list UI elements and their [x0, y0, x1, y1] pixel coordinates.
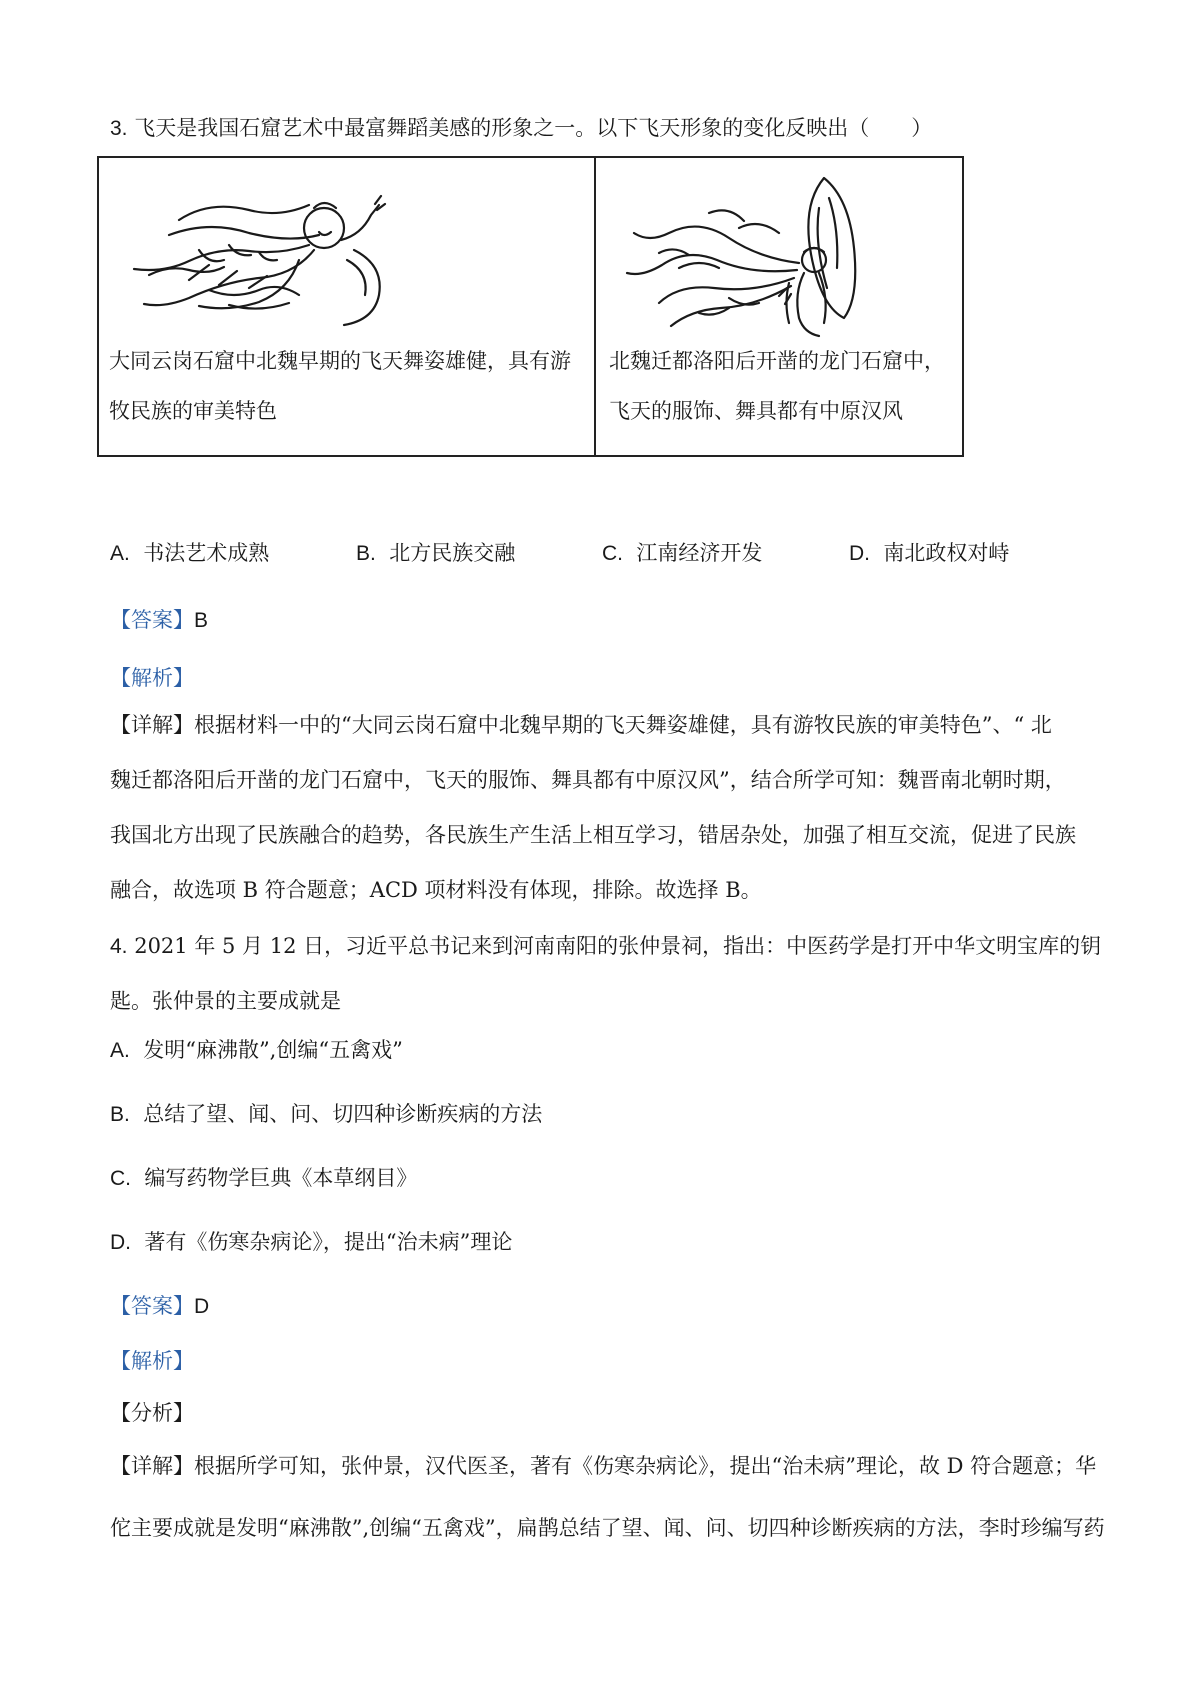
q4-stem-line2: 匙。张仲景的主要成就是	[110, 989, 341, 1013]
left-caption-line2: 牧民族的审美特色	[109, 399, 277, 423]
q4-stem-line1: 4. 2021 年 5 月 12 日，习近平总书记来到河南南阳的张仲景祠，指出：中医药学是打开中华文明宝库的钥	[110, 934, 1102, 958]
q4-answer-label: 【答案】	[110, 1294, 194, 1318]
q3-answer-value: B	[194, 609, 209, 632]
q4-answer	[110, 1290, 209, 1320]
q3-detail-line2: 魏迁都洛阳后开凿的龙门石窟中，飞天的服饰、舞具都有中原汉风”，结合所学可知：魏晋南北朝时期，	[110, 768, 1066, 792]
q3-answer-label: 【答案】	[110, 608, 194, 632]
feitian-yungang-illustration	[119, 180, 419, 330]
left-caption	[109, 336, 571, 436]
q3-option-c[interactable]: C. 江南经济开发	[602, 541, 763, 565]
table-divider	[594, 158, 596, 455]
right-caption-line2: 飞天的服饰、舞具都有中原汉风	[609, 399, 903, 423]
q4-detail-line2: 佗主要成就是发明“麻沸散”,创编“五禽戏”，扁鹊总结了望、闻、问、切四种诊断疾病的方法，李时珍编写药	[110, 1516, 1105, 1540]
right-caption-line1: 北魏迁都洛阳后开凿的龙门石窟中，	[609, 349, 945, 373]
q3-answer	[110, 604, 208, 634]
q3-detail-line1: 【详解】根据材料一中的“大同云岗石窟中北魏早期的飞天舞姿雄健，具有游牧民族的审美特色”、“ 北	[110, 713, 1052, 737]
right-caption	[609, 336, 945, 436]
q3-analysis-label: 【解析】	[110, 666, 194, 690]
q4-number: 4.	[110, 935, 128, 958]
q4-analysis-label: 【解析】	[110, 1349, 194, 1373]
q4-option-c[interactable]: C. 编写药物学巨典《本草纲目》	[110, 1166, 418, 1190]
q3-stem	[110, 112, 932, 142]
q3-detail-line4: 融合，故选项 B 符合题意；ACD 项材料没有体现，排除。故选择 B。	[110, 878, 762, 902]
q4-detail-line1: 【详解】根据所学可知，张仲景，汉代医圣，著有《伤寒杂病论》，提出“治未病”理论，故 D 符合题意；华	[110, 1454, 1097, 1478]
q3-option-b[interactable]: B. 北方民族交融	[356, 541, 516, 565]
q4-option-b[interactable]: B. 总结了望、闻、问、切四种诊断疾病的方法	[110, 1102, 543, 1126]
q3-detail-line3: 我国北方出现了民族融合的趋势，各民族生产生活上相互学习，错居杂处，加强了相互交流，促进了民族	[110, 823, 1076, 847]
q3-option-a[interactable]: A. 书法艺术成熟	[110, 541, 270, 565]
q3-number: 3.	[110, 117, 128, 140]
q4-fenxi-label: 【分析】	[110, 1401, 194, 1425]
q3-option-d[interactable]: D. 南北政权对峙	[849, 541, 1010, 565]
q4-option-a[interactable]: A. 发明“麻沸散”,创编“五禽戏”	[110, 1038, 403, 1062]
q4-answer-value: D	[194, 1295, 210, 1318]
q3-figure-table	[97, 156, 964, 457]
feitian-longmen-illustration	[619, 168, 889, 338]
left-caption-line1: 大同云岗石窟中北魏早期的飞天舞姿雄健，具有游	[109, 349, 571, 373]
q3-stem-text: 飞天是我国石窟艺术中最富舞蹈美感的形象之一。以下飞天形象的变化反映出（ ）	[134, 116, 933, 140]
q4-option-d[interactable]: D. 著有《伤寒杂病论》，提出“治未病”理论	[110, 1230, 513, 1254]
